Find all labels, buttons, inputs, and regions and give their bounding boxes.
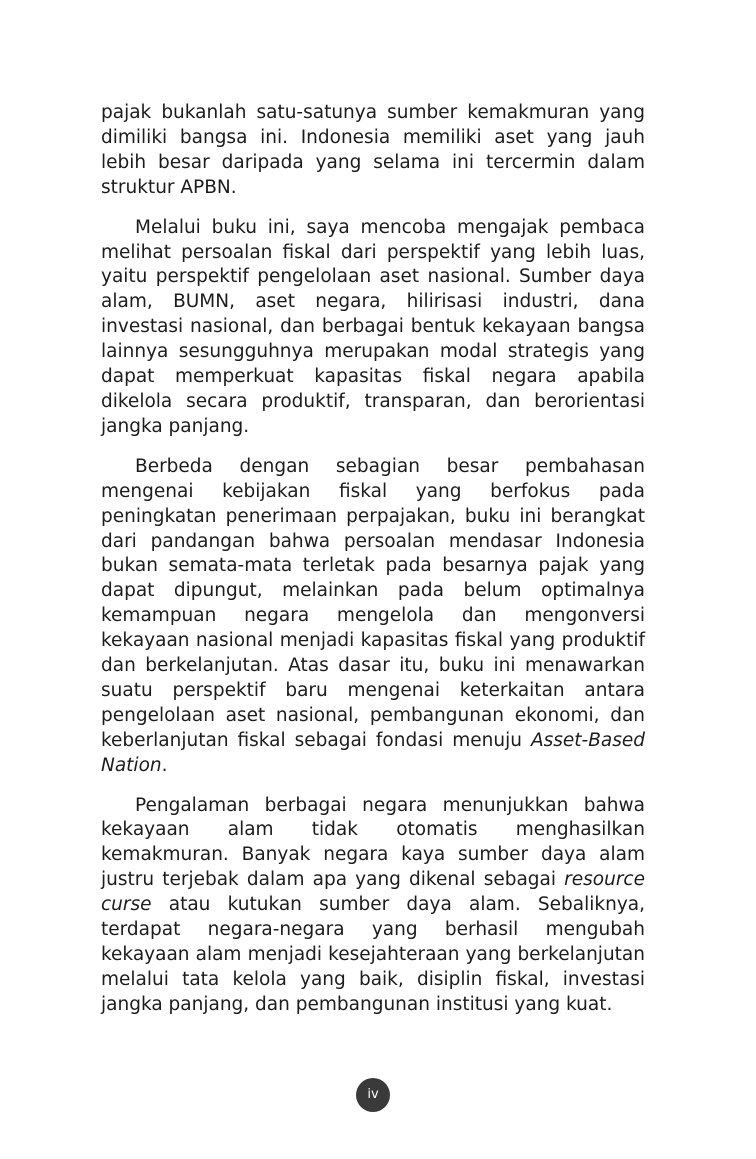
paragraph-4-end: atau kutukan sumber daya alam. Sebaliknya, terdapat negara-negara yang berhasil mengubah kekayaan alam menjadi kesejahteraan yang berkelanjutan melalui tata kelola yang baik, disiplin fiskal, investasi jangka panjang, dan pembangunan institusi yang kuat.: [101, 894, 645, 1015]
paragraph-4: [101, 794, 645, 1018]
paragraph-4-text: Pengalaman berbagai negara menunjukkan bahwa kekayaan alam tidak otomatis menghasilkan kemakmuran. Banyak negara kaya sumber daya alam justru terjebak dalam apa yang dikenal sebagai: [101, 794, 645, 891]
paragraph-3-italic-term: Asset-Based Nation: [101, 729, 645, 776]
page-number-badge: iv: [356, 1078, 390, 1112]
paragraph-2: [101, 216, 645, 440]
document-body: [101, 101, 645, 1033]
paragraph-3-end: .: [161, 754, 168, 776]
paragraph-3: [101, 455, 645, 779]
paragraph-2-text: Melalui buku ini, saya mencoba mengajak pembaca melihat persoalan fiskal dari perspektif yang lebih luas, yaitu perspektif pengelolaan aset nasional. Sumber daya alam, BUMN, aset negara, hilirisasi industri, dana investasi nasional, dan berbagai bentuk kekayaan bangsa lainnya sesungguhnya merupakan modal strategis yang dapat memperkuat kapasitas fiskal negara apabila dikelola secara produktif, transparan, dan berorientasi jangka panjang.: [101, 216, 645, 437]
paragraph-4-italic-term: resource curse: [101, 869, 645, 916]
paragraph-3-text: Berbeda dengan sebagian besar pembahasan mengenai kebijakan fiskal yang berfokus pada peningkatan penerimaan perpajakan, buku ini berangkat dari pandangan bahwa persoalan mendasar Indonesia bukan semata-mata terletak pada besarnya pajak yang dapat dipungut, melainkan pada belum optimalnya kemampuan negara mengelola dan mengonversi kekayaan nasional menjadi kapasitas fiskal yang produktif dan berkelanjutan. Atas dasar itu, buku ini menawarkan suatu perspektif baru mengenai keterkaitan antara pengelolaan aset nasional, pembangunan ekonomi, dan keberlanjutan fiskal sebagai fondasi menuju: [101, 455, 645, 751]
paragraph-1-text: pajak bukanlah satu-satunya sumber kemakmuran yang dimiliki bangsa ini. Indonesia memiliki aset yang jauh lebih besar daripada yang selama ini tercermin dalam struktur APBN.: [101, 102, 645, 198]
paragraph-1: [101, 101, 645, 201]
